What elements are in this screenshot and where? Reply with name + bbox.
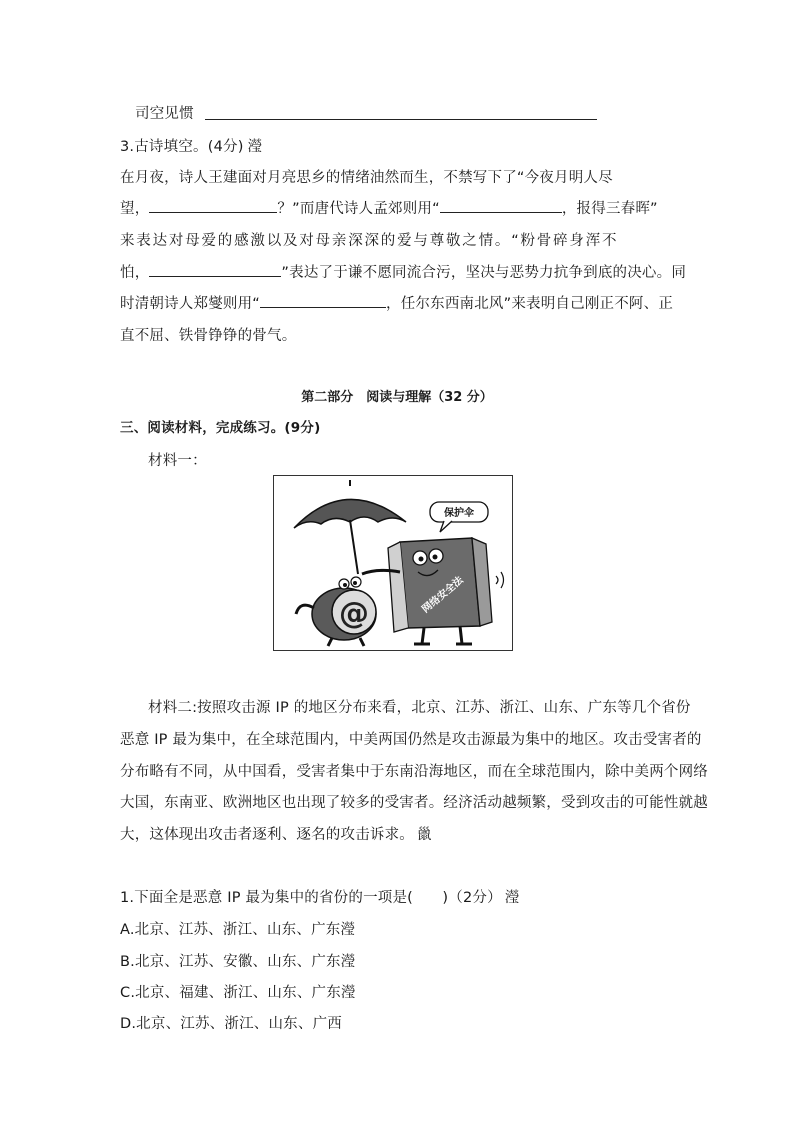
- q3-line-6: 直不屈、铁骨铮铮的骨气。: [120, 328, 297, 344]
- book-pupil-right: [433, 555, 438, 560]
- q3-line-1: 在月夜，诗人王建面对月亮思乡的情绪油然而生，不禁写下了“今夜月明人尽: [120, 170, 613, 186]
- at-symbol: @: [339, 596, 369, 631]
- at-leg-right: [360, 638, 364, 646]
- material2-line-3: 分布略有不同，从中国看，受害者集中于东南沿海地区，而在全球范围内，除中美两个网络: [120, 764, 708, 780]
- q3-blank-2[interactable]: [440, 198, 562, 213]
- material2-line-4: 大国，东南亚、欧洲地区也出现了较多的受害者。经济活动越频繁，受到攻击的可能性就越: [120, 795, 708, 811]
- q3-text-b: ？”而唐代诗人孟郊则用“: [277, 201, 440, 217]
- q3-title-mark: 瀅: [247, 139, 263, 155]
- q1-option-c[interactable]: [120, 981, 680, 1002]
- q1-option-c-mark: 瀅: [340, 985, 356, 1001]
- material1-cartoon: [273, 475, 513, 651]
- bubble-text: 保护伞: [444, 508, 474, 519]
- book-pupil-left: [419, 557, 424, 562]
- q3-line-4: [120, 261, 687, 282]
- q3-line-5: [120, 292, 680, 313]
- q3-text-f: 时清朝诗人郑燮则用“: [120, 296, 261, 312]
- q3-blank-4[interactable]: [260, 293, 386, 308]
- part2-title: 第二部分 阅读与理解（32 分）: [301, 390, 493, 405]
- q1-stem-mark: 瀅: [504, 890, 520, 906]
- q1-option-d[interactable]: [120, 1012, 680, 1033]
- q1-option-a[interactable]: [120, 918, 680, 939]
- q3-text-a: 望，: [120, 201, 150, 217]
- at-pupil-right: [353, 581, 357, 585]
- material1-label: 材料一：: [148, 453, 207, 469]
- material2-text-end: 大，这体现出攻击者逐利、逐名的攻击诉求。: [120, 827, 414, 843]
- material2-mark: 巤: [417, 827, 432, 843]
- idiom-label: 司空见惯: [135, 106, 194, 122]
- idiom-answer-blank[interactable]: [205, 119, 597, 120]
- book-leg-right: [460, 626, 462, 644]
- q3-text-d: 怕，: [120, 265, 150, 281]
- q3-title-text: 3.古诗填空。(4分): [120, 139, 244, 155]
- q3-text-e: ”表达了于谦不愿同流合污，坚决与恶势力抗争到底的决心。同: [281, 265, 687, 281]
- q1-option-c-text: C.北京、福建、浙江、山东、广东: [120, 985, 341, 1001]
- umbrella-handle: [350, 520, 358, 574]
- book-title: 网络安全法: [420, 574, 466, 616]
- q3-blank-3[interactable]: [149, 262, 281, 277]
- q3-line-2: [120, 197, 680, 218]
- q3-text-g: ，任尔东西南北风”来表明自己刚正不阿、正: [386, 296, 674, 312]
- q3-text-c: ，报得三春晖”: [561, 201, 658, 217]
- q1-stem: [120, 886, 680, 907]
- material2-line-5: [120, 823, 680, 844]
- book-leg-left: [422, 628, 424, 644]
- at-pupil-left: [343, 583, 347, 587]
- q1-option-a-text: A.北京、江苏、浙江、山东、广东: [120, 922, 341, 938]
- q1-option-b-mark: 瀅: [340, 954, 356, 970]
- material2-line-2: 恶意 IP 最为集中，在全球范围内，中美两国仍然是攻击源最为集中的地区。攻击受害者的: [120, 732, 702, 748]
- q1-option-b[interactable]: [120, 950, 680, 971]
- speech-bubble-tail: [440, 521, 452, 532]
- q1-stem-text: 1.下面全是恶意 IP 最为集中的省份的一项是( )（2分）: [120, 890, 502, 906]
- section3-title: 三、阅读材料，完成练习。(9分): [120, 420, 321, 436]
- q1-option-b-text: B.北京、江苏、安徽、山东、广东: [120, 954, 341, 970]
- q3-blank-1[interactable]: [149, 198, 277, 213]
- at-leg-left: [328, 638, 332, 646]
- q1-option-a-mark: 瀅: [340, 922, 356, 938]
- q1-option-d-text: D.北京、江苏、浙江、山东、广西: [120, 1016, 342, 1032]
- material2-line-1: 材料二:按照攻击源 IP 的地区分布来看，北京、江苏、浙江、山东、广东等几个省份: [148, 700, 691, 716]
- cartoon-drawing: [274, 476, 512, 650]
- q3-line-3: 来表达对母爱的感激以及对母亲深深的爱与尊敬之情。“粉骨碎身浑不: [120, 233, 619, 249]
- vibration-marks: [496, 572, 504, 588]
- q3-title: [120, 135, 680, 156]
